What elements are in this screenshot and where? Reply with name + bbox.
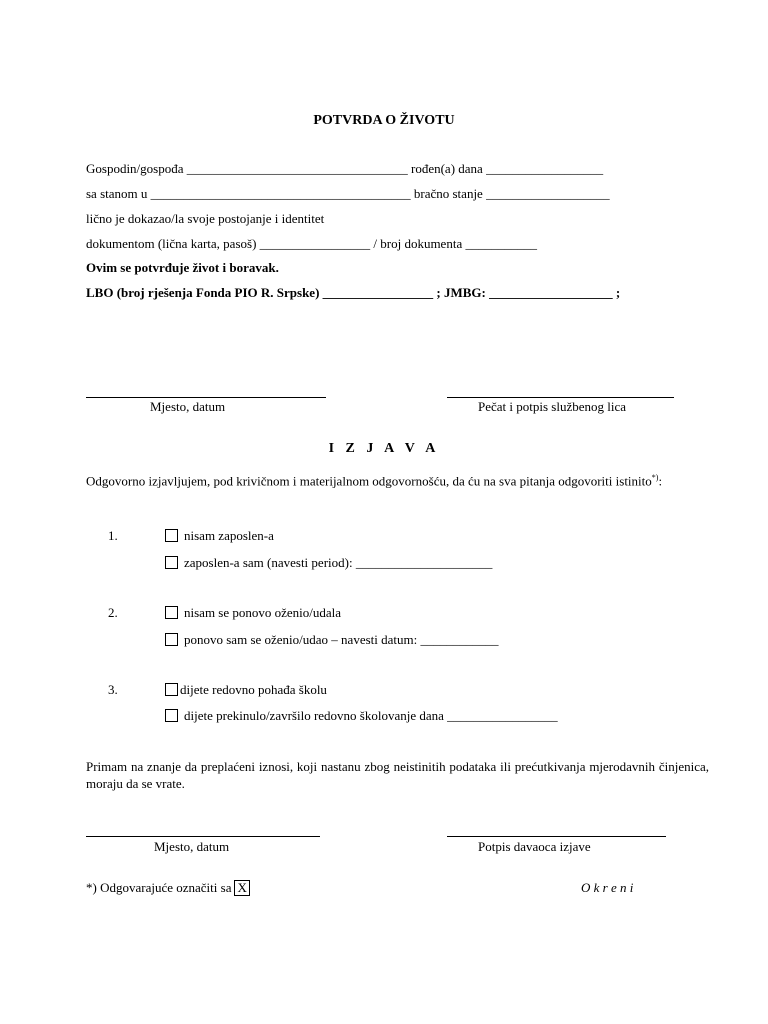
label-declarant-signature: Potpis davaoca izjave xyxy=(478,839,591,854)
form-line-name: Gospodin/gospođa __________________________________ rođen(a) dana __________________ xyxy=(86,161,604,176)
item-number-3: 3. xyxy=(108,682,118,697)
form-line-confirmation: Ovim se potvrđuje život i boravak. xyxy=(86,260,279,275)
checkbox[interactable] xyxy=(165,709,178,722)
form-line-address: sa stanom u ________________________________________ bračno stanje ___________________ xyxy=(86,186,610,201)
izjava-intro-text: Odgovorno izjavljujem, pod krivičnom i materijalnom odgovornošću, da ću na sva pitanja odgovoriti istinito xyxy=(86,473,652,489)
izjava-intro-end: : xyxy=(658,473,663,489)
signature-line-place-date xyxy=(86,397,326,398)
label-place-date: Mjesto, datum xyxy=(150,399,226,414)
option-label: ponovo sam se oženio/udao – navesti datum: ____________ xyxy=(184,632,499,647)
item-number-2: 2. xyxy=(108,605,118,620)
option-child-attends-school[interactable] xyxy=(165,682,327,698)
option-label: nisam se ponovo oženio/udala xyxy=(184,605,342,620)
label-official-stamp: Pečat i potpis službenog lica xyxy=(478,399,627,414)
signature-line-place-date-bottom xyxy=(86,836,320,837)
option-label: zaposlen-a sam (navesti period): _____________________ xyxy=(184,555,493,570)
form-line-identity: lično je dokazao/la svoje postojanje i identitet xyxy=(86,211,325,226)
option-not-employed[interactable] xyxy=(165,528,274,544)
checkbox[interactable] xyxy=(165,606,178,619)
checkbox[interactable] xyxy=(165,556,178,569)
option-child-stopped-school[interactable] xyxy=(165,708,558,724)
footnote-text: *) Odgovarajuće označiti sa xyxy=(86,880,232,895)
option-employed[interactable] xyxy=(165,555,492,571)
izjava-notice: Primam na znanje da preplaćeni iznosi, koji nastanu zbog neistinitih podataka ili prećutkivanja mjerodavnih činjenica, moraju da se vrate. xyxy=(86,759,709,791)
signature-line-official xyxy=(447,397,674,398)
footnote xyxy=(86,880,250,896)
izjava-heading: I Z J A V A xyxy=(328,441,440,456)
option-label: dijete prekinulo/završilo redovno školovanje dana _________________ xyxy=(184,708,558,723)
form-line-lbo-jmbg: LBO (broj rješenja Fonda PIO R. Srpske) _________________ ; JMBG: ___________________ ; xyxy=(86,285,621,300)
option-label: nisam zaposlen-a xyxy=(184,528,274,543)
label-place-date-bottom: Mjesto, datum xyxy=(154,839,230,854)
option-not-remarried[interactable] xyxy=(165,605,341,621)
izjava-intro xyxy=(86,469,709,489)
x-mark-box: X xyxy=(234,880,249,896)
form-line-document: dokumentom (lična karta, pasoš) _________________ / broj dokumenta ___________ xyxy=(86,236,537,251)
checkbox[interactable] xyxy=(165,529,178,542)
checkbox[interactable] xyxy=(165,633,178,646)
item-number-1: 1. xyxy=(108,528,118,543)
footnote-ref: *) xyxy=(651,473,659,482)
document-title: POTVRDA O ŽIVOTU xyxy=(313,113,455,128)
option-label: dijete redovno pohađa školu xyxy=(180,682,327,697)
turn-over-note: O k r e n i xyxy=(581,880,634,895)
option-remarried[interactable] xyxy=(165,632,498,648)
signature-line-declarant xyxy=(447,836,666,837)
checkbox[interactable] xyxy=(165,683,178,696)
